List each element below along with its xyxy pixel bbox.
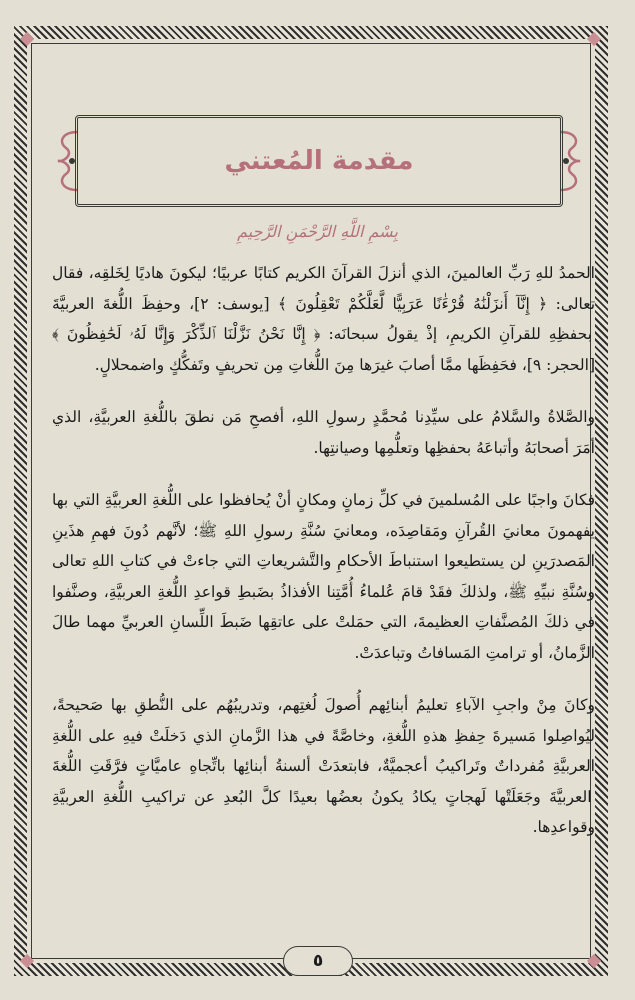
text-line: تعالى وسُنَّةِ نبيِّهِ ﷺ، ولذلكَ فقَدْ قامَ عُلماءُ أُمَّتِنا الأفذاذُ بضَبطِ قواعدِ اللُّغةِ العربيَّةِ، <box>52 552 595 601</box>
text-line: اللُّغةِ العربيَّةِ مُفرداتٌ وتَراكيبُ أعجميَّةٌ، فابتعدَتْ ألسنةُ أبنائِها باتِّجاهِ عاميَّاتٍ فرَّقَتِ <box>52 726 595 775</box>
text-line: وقواعدِها. <box>532 818 595 836</box>
text-line: [الحجر: ٩]، فحَفِظَها ممَّا أصابَ غيرَها مِنَ اللُّغاتِ مِن تحريفٍ وتَفكُّكٍ واضمحلالٍ. <box>94 355 595 374</box>
text-line: وكانَ مِنْ واجبِ الآباءِ تعليمُ أبنائِهم أُصولَ لُغتِهم، وتدريبُهُم على النُّطقِ بها <box>103 696 595 714</box>
body-text <box>52 258 595 857</box>
text-line: العربيَّةَ بحفظِهِ للقرآنِ الكريمِ، إذْ يقولُ سبحانَه: ﴿ إِنَّا نَحْنُ نَزَّلْنَا ٱلذِّكْرَ وَإِنَّا لَهُۥ لَحَٰفِظُونَ ﴾ <box>52 294 592 343</box>
text-line: وصنَّفوا في ذلكَ المُصنَّفاتِ العظيمةَ، التي حمَلتْ على عاتقِها ضَبطَ اللِّسانِ العربيِّ <box>52 582 595 631</box>
paragraph <box>52 485 595 668</box>
text-line: صَحيحةً، ليُواصِلوا مَسيرةَ حِفظِ هذهِ اللُّغةِ، وخاصَّةً في هذا الزَّمانِ الذي دَخلَتْ فيهِ على <box>52 696 595 745</box>
text-line: فكانَ واجبًا على المُسلمينَ في كلِّ زمانٍ ومكانٍ أنْ يُحافظوا على اللُّغةِ العربيَّةِ <box>99 491 596 509</box>
paragraph <box>52 258 595 380</box>
text-line: مهما طالَ الزَّمانُ، أو ترامتِ المَسافاتُ وتباعدَتْ. <box>52 613 595 662</box>
text-line: لِخَلقِه، فقال تعالى: ﴿ إِنَّآ أَنزَلْنَٰهُ قُرْءَٰنًا عَرَبِيًّا لَّعَلَّكُمْ تَعْقِلُونَ ﴾ [يوسف: ٢]، وحفِظَ اللُّغةَ <box>52 264 596 313</box>
text-line: اللُّغةَ العربيَّةَ وجَعَلَتْها لَهجاتٍ يكادُ يكونُ بعضُها بعيدًا كلَّ البُعدِ عن تراكيبِ اللُّغةِ العربيَّةِ <box>52 757 592 806</box>
text-line: هذَينِ المَصدرَينِ لن يستطيعوا استنباطَ الأحكامِ والتَّشريعاتِ التي جاءتْ في كتابِ اللهِ <box>52 521 595 570</box>
text-line: الذي أمَرَ أصحابَهُ وأتباعَهُ بحفظِها وتعلُّمِها وصيانتِها. <box>52 408 595 457</box>
paragraph <box>52 402 595 463</box>
text-line: الحمدُ للهِ رَبِّ العالمينَ، الذي أنزلَ القرآنَ الكريم كتابًا عربيًا؛ ليكونَ هاديًا <box>129 264 595 282</box>
title-cartouche <box>75 115 563 207</box>
page-title: مقدمة المُعتني <box>224 146 414 176</box>
page-number: ٥ <box>283 946 353 976</box>
basmala: بِسْمِ اللَّهِ الرَّحْمَنِ الرَّحِيمِ <box>237 222 398 241</box>
text-line: التي بها يفهمونَ معانيَ القُرآنِ ومَقاصِدَه، ومعانيَ سُنَّةِ رسولِ اللهِ ﷺ؛ لأنَّهم دُونَ فهمِ <box>52 491 595 540</box>
text-line: والصَّلاةُ والسَّلامُ على سيِّدِنا مُحمَّدٍ رسولِ اللهِ، أفصحِ مَن نطقَ باللُّغةِ العربيَّةِ، <box>81 408 595 426</box>
paragraph <box>52 690 595 843</box>
